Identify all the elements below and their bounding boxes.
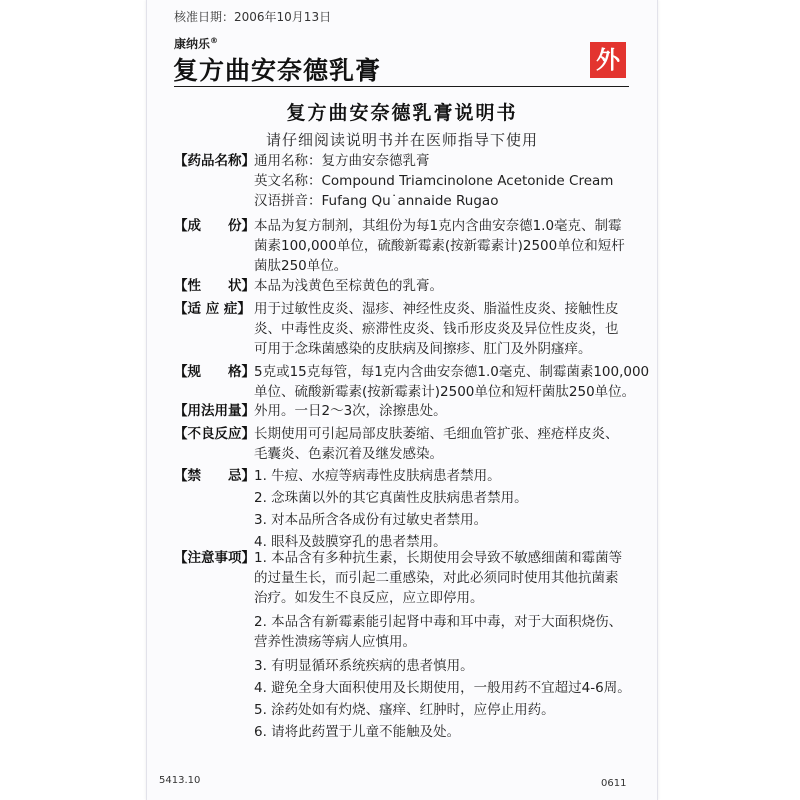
insert-sheet (146, 0, 658, 800)
list-item: 5. 涂药处如有灼烧、瘙痒、红肿时，应停止用药。 (254, 702, 555, 718)
text-line: 炎、中毒性皮炎、瘀滞性皮炎、钱币形皮炎及异位性皮炎，也 (254, 321, 619, 337)
text-line: 治疗。如发生不良反应，应立即停用。 (254, 590, 484, 606)
section-label-drug-name: 【药品名称】 (174, 153, 255, 169)
text-line: 本品为复方制剂，其组份为每1克内含曲安奈德1.0毫克、制霉 (254, 218, 622, 234)
brand-text: 康纳乐 (174, 37, 211, 51)
section-body-specification (254, 362, 649, 402)
text-line: 菌肽250单位。 (254, 258, 348, 274)
text-line: 毛囊炎、色素沉着及继发感染。 (254, 446, 443, 462)
section-label-indications: 【适 应 症】 (174, 301, 251, 317)
section-label-specification: 【规 格】 (174, 364, 255, 380)
section-body-dosage (254, 401, 447, 421)
list-item: 4. 眼科及鼓膜穿孔的患者禁用。 (254, 534, 447, 550)
section-label-adverse-reactions: 【不良反应】 (174, 426, 255, 442)
text-line: 英文名称：Compound Triamcinolone Acetonide Cream (254, 173, 614, 189)
section-body-description (254, 276, 443, 296)
section-label-description: 【性 状】 (174, 278, 255, 294)
external-use-badge: 外 (590, 42, 626, 78)
list-item: 1. 本品含有多种抗生素，长期使用会导致不敏感细菌和霉菌等 (254, 550, 623, 566)
header-divider (174, 86, 629, 87)
list-item: 6. 请将此药置于儿童不能触及处。 (254, 724, 461, 740)
text-line: 5克或15克每管，每1克内含曲安奈德1.0毫克、制霉菌素100,000 (254, 364, 650, 380)
list-item: 4. 避免全身大面积使用及长期使用，一般用药不宜超过4-6周。 (254, 680, 631, 696)
text-line: 通用名称：复方曲安奈德乳膏 (254, 153, 430, 169)
brand-name (174, 35, 218, 52)
text-line: 本品为浅黄色至棕黄色的乳膏。 (254, 278, 443, 294)
text-line: 单位、硫酸新霉素(按新霉素计)2500单位和短杆菌肽250单位。 (254, 384, 636, 400)
list-item: 3. 对本品所含各成份有过敏史者禁用。 (254, 512, 488, 528)
section-label-dosage: 【用法用量】 (174, 403, 255, 419)
section-label-contraindications: 【禁 忌】 (174, 468, 255, 484)
text-line: 汉语拼音：Fufang Qu˙annaide Rugao (254, 193, 499, 209)
document-subtitle: 请仔细阅读说明书并在医师指导下使用 (265, 131, 538, 149)
list-item: 3. 有明显循环系统疾病的患者慎用。 (254, 658, 474, 674)
list-item: 2. 本品含有新霉素能引起肾中毒和耳中毒，对于大面积烧伤、 (254, 614, 623, 630)
section-body-precautions (254, 548, 631, 742)
section-body-adverse-reactions (254, 424, 619, 464)
text-line: 用于过敏性皮炎、湿疹、神经性皮炎、脂溢性皮炎、接触性皮 (254, 301, 619, 317)
approval-date: 核准日期：2006年10月13日 (174, 10, 332, 24)
text-line: 外用。一日2～3次，涂擦患处。 (254, 403, 447, 419)
section-body-indications (254, 299, 619, 359)
list-item: 2. 念珠菌以外的其它真菌性皮肤病患者禁用。 (254, 490, 528, 506)
section-body-contraindications (254, 466, 528, 554)
registered-mark: ® (210, 36, 219, 45)
text-line: 可用于念珠菌感染的皮肤病及间擦疹、肛门及外阴瘙痒。 (254, 341, 592, 357)
footer-code-right: 0611 (601, 778, 627, 789)
list-item: 1. 牛痘、水痘等病毒性皮肤病患者禁用。 (254, 468, 501, 484)
section-body-drug-name (254, 151, 613, 211)
section-label-composition: 【成 份】 (174, 218, 255, 234)
text-line: 营养性溃疡等病人应慎用。 (254, 634, 416, 650)
product-name: 复方曲安奈德乳膏 (173, 56, 382, 85)
section-label-precautions: 【注意事项】 (174, 550, 255, 566)
text-line: 菌素100,000单位，硫酸新霉素(按新霉素计)2500单位和短杆 (254, 238, 625, 254)
section-body-composition (254, 216, 625, 276)
text-line: 长期使用可引起局部皮肤萎缩、毛细血管扩张、痤疮样皮炎、 (254, 426, 619, 442)
footer-code-left: 5413.10 (159, 775, 201, 786)
text-line: 的过量生长，而引起二重感染，对此必须同时使用其他抗菌素 (254, 570, 619, 586)
document-title: 复方曲安奈德乳膏说明书 (286, 102, 518, 124)
